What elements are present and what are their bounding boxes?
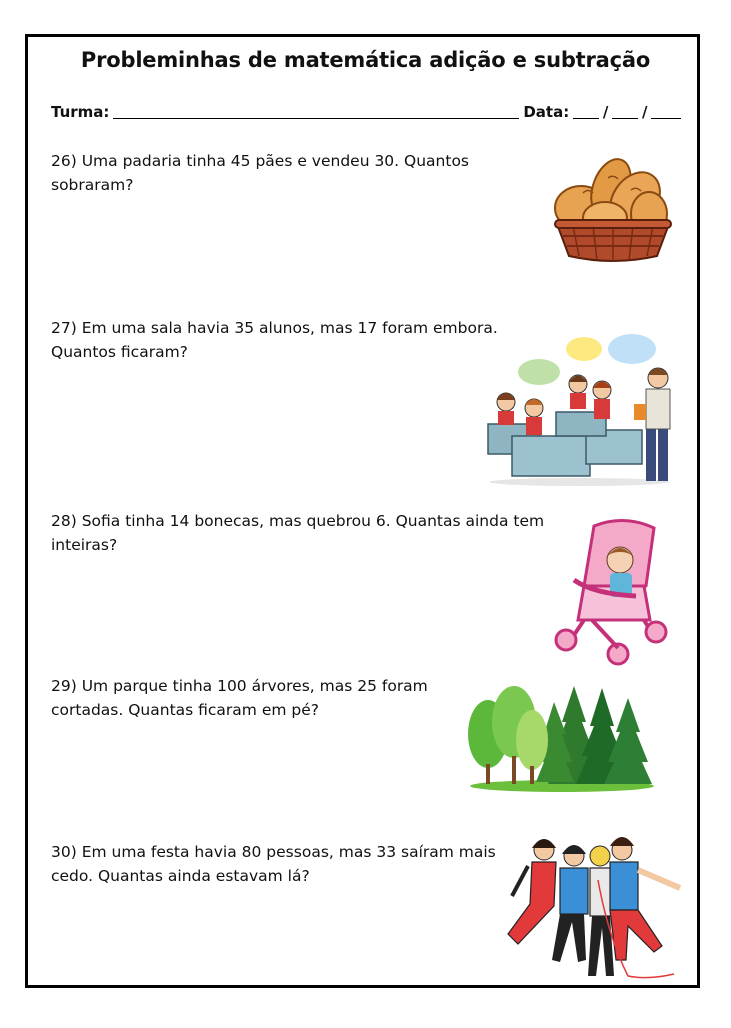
month-blank [612, 117, 638, 119]
question-27: 27) Em uma sala havia 35 alunos, mas 17 foram embora. Quantos ficaram? [51, 319, 498, 361]
day-blank [573, 117, 599, 119]
question-26: 26) Uma padaria tinha 45 pães e vendeu 30. Quantos sobraram? [51, 152, 470, 194]
classroom-icon [484, 332, 674, 488]
turma-label: Turma: [51, 103, 110, 121]
trees-icon [466, 682, 658, 794]
question-30: 30) Em uma festa havia 80 pessoas, mas 33 saíram mais cedo. Quantas ainda estavam lá? [51, 843, 496, 885]
question-29: 29) Um parque tinha 100 árvores, mas 25 foram cortadas. Quantas ficaram em pé? [51, 677, 428, 719]
page-title: Probleminhas de matemática adição e subtração [80, 48, 651, 72]
doll-stroller-icon [554, 516, 668, 666]
question-28: 28) Sofia tinha 14 bonecas, mas quebrou 6. Quantas ainda tem inteiras? [51, 512, 545, 554]
year-blank [651, 117, 681, 119]
bread-basket-icon [553, 148, 673, 266]
data-label: Data: [523, 103, 570, 121]
header-fields [51, 103, 685, 121]
turma-blank [113, 117, 519, 119]
date-slash: / [641, 103, 648, 121]
party-people-icon [498, 836, 688, 984]
date-slash: / [602, 103, 609, 121]
